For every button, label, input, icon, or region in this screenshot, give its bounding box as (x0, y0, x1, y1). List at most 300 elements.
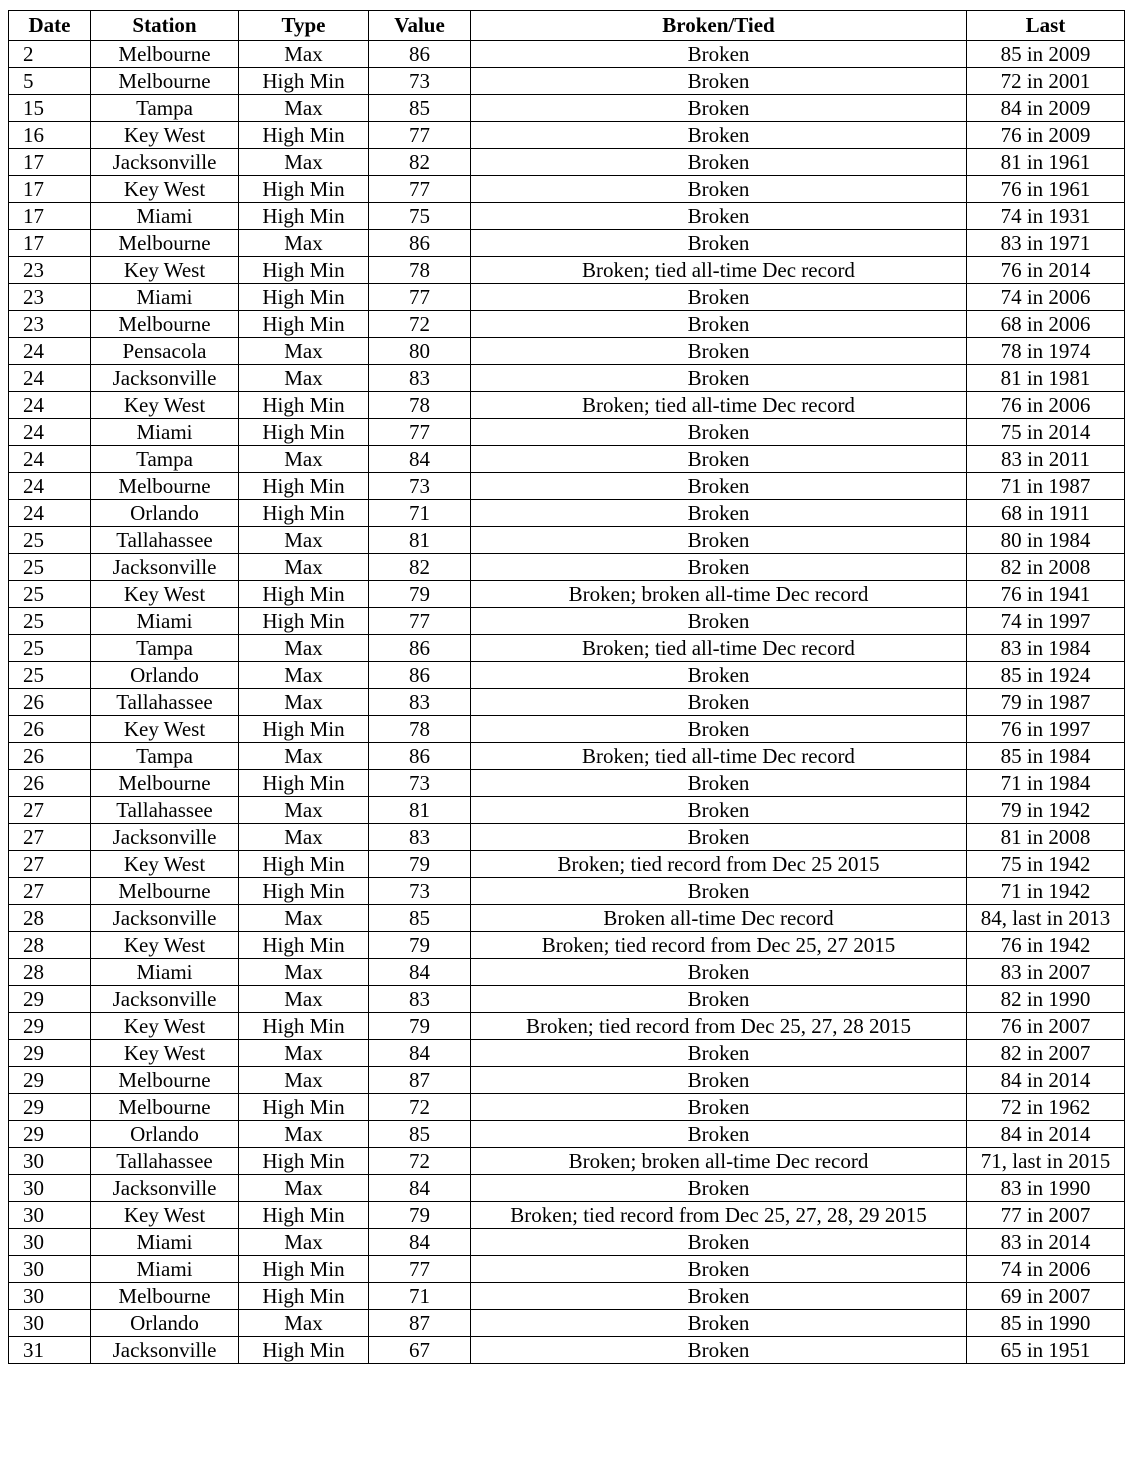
cell-type: Max (239, 635, 369, 662)
cell-value: 87 (369, 1067, 471, 1094)
cell-value: 73 (369, 770, 471, 797)
cell-last: 71 in 1984 (967, 770, 1125, 797)
table-row (9, 1283, 1125, 1310)
table-row (9, 365, 1125, 392)
cell-last: 76 in 2009 (967, 122, 1125, 149)
cell-station: Key West (91, 716, 239, 743)
cell-value: 84 (369, 1040, 471, 1067)
cell-date: 29 (9, 1094, 91, 1121)
cell-last: 77 in 2007 (967, 1202, 1125, 1229)
cell-date: 27 (9, 851, 91, 878)
cell-type: High Min (239, 608, 369, 635)
cell-broken-tied: Broken (471, 824, 967, 851)
cell-broken-tied: Broken (471, 689, 967, 716)
table-row (9, 419, 1125, 446)
cell-date: 24 (9, 446, 91, 473)
cell-type: High Min (239, 122, 369, 149)
table-row (9, 446, 1125, 473)
cell-station: Miami (91, 608, 239, 635)
cell-value: 87 (369, 1310, 471, 1337)
cell-broken-tied: Broken (471, 1283, 967, 1310)
cell-last: 82 in 2007 (967, 1040, 1125, 1067)
cell-station: Jacksonville (91, 824, 239, 851)
cell-type: Max (239, 824, 369, 851)
cell-station: Melbourne (91, 230, 239, 257)
cell-value: 77 (369, 284, 471, 311)
cell-value: 73 (369, 68, 471, 95)
cell-value: 78 (369, 716, 471, 743)
cell-value: 83 (369, 986, 471, 1013)
cell-last: 83 in 2007 (967, 959, 1125, 986)
records-table (8, 10, 1125, 1364)
cell-date: 27 (9, 878, 91, 905)
table-row (9, 878, 1125, 905)
cell-last: 76 in 2014 (967, 257, 1125, 284)
cell-station: Key West (91, 392, 239, 419)
cell-station: Key West (91, 1202, 239, 1229)
cell-value: 72 (369, 1094, 471, 1121)
cell-station: Melbourne (91, 68, 239, 95)
cell-last: 74 in 1997 (967, 608, 1125, 635)
table-row (9, 41, 1125, 68)
cell-broken-tied: Broken (471, 1229, 967, 1256)
table-row (9, 338, 1125, 365)
table-row (9, 824, 1125, 851)
cell-type: Max (239, 797, 369, 824)
cell-station: Key West (91, 932, 239, 959)
table-row (9, 716, 1125, 743)
cell-station: Key West (91, 581, 239, 608)
cell-type: Max (239, 365, 369, 392)
table-row (9, 95, 1125, 122)
cell-value: 83 (369, 365, 471, 392)
cell-date: 30 (9, 1175, 91, 1202)
cell-broken-tied: Broken (471, 68, 967, 95)
cell-type: High Min (239, 284, 369, 311)
cell-value: 79 (369, 1202, 471, 1229)
cell-type: High Min (239, 500, 369, 527)
cell-date: 15 (9, 95, 91, 122)
cell-date: 30 (9, 1229, 91, 1256)
table-row (9, 68, 1125, 95)
table-row (9, 851, 1125, 878)
cell-type: Max (239, 149, 369, 176)
cell-last: 84, last in 2013 (967, 905, 1125, 932)
cell-value: 79 (369, 851, 471, 878)
cell-broken-tied: Broken; tied all-time Dec record (471, 635, 967, 662)
cell-last: 84 in 2014 (967, 1067, 1125, 1094)
cell-date: 25 (9, 608, 91, 635)
cell-value: 72 (369, 311, 471, 338)
cell-station: Melbourne (91, 878, 239, 905)
cell-date: 28 (9, 959, 91, 986)
cell-date: 30 (9, 1310, 91, 1337)
cell-value: 73 (369, 878, 471, 905)
cell-broken-tied: Broken (471, 1121, 967, 1148)
cell-station: Tallahassee (91, 689, 239, 716)
cell-value: 85 (369, 905, 471, 932)
cell-station: Miami (91, 419, 239, 446)
cell-value: 80 (369, 338, 471, 365)
cell-type: Max (239, 689, 369, 716)
table-row (9, 284, 1125, 311)
cell-type: High Min (239, 581, 369, 608)
cell-value: 77 (369, 122, 471, 149)
cell-broken-tied: Broken (471, 662, 967, 689)
cell-broken-tied: Broken (471, 959, 967, 986)
cell-last: 81 in 1961 (967, 149, 1125, 176)
table-row (9, 1067, 1125, 1094)
cell-last: 69 in 2007 (967, 1283, 1125, 1310)
cell-date: 30 (9, 1148, 91, 1175)
cell-date: 29 (9, 1067, 91, 1094)
cell-type: High Min (239, 851, 369, 878)
cell-value: 73 (369, 473, 471, 500)
cell-date: 24 (9, 365, 91, 392)
cell-last: 74 in 1931 (967, 203, 1125, 230)
cell-date: 24 (9, 473, 91, 500)
cell-date: 23 (9, 311, 91, 338)
cell-value: 82 (369, 149, 471, 176)
cell-type: High Min (239, 1148, 369, 1175)
cell-station: Key West (91, 851, 239, 878)
cell-last: 83 in 2011 (967, 446, 1125, 473)
table-row (9, 797, 1125, 824)
cell-type: Max (239, 1229, 369, 1256)
cell-broken-tied: Broken (471, 284, 967, 311)
table-row (9, 608, 1125, 635)
cell-broken-tied: Broken (471, 1337, 967, 1364)
cell-type: High Min (239, 392, 369, 419)
table-row (9, 581, 1125, 608)
cell-date: 26 (9, 770, 91, 797)
cell-station: Tallahassee (91, 1148, 239, 1175)
header-value: Value (369, 11, 471, 41)
cell-broken-tied: Broken (471, 797, 967, 824)
cell-date: 5 (9, 68, 91, 95)
cell-station: Melbourne (91, 473, 239, 500)
cell-date: 16 (9, 122, 91, 149)
cell-last: 79 in 1942 (967, 797, 1125, 824)
cell-broken-tied: Broken all-time Dec record (471, 905, 967, 932)
cell-type: Max (239, 338, 369, 365)
cell-broken-tied: Broken (471, 311, 967, 338)
cell-broken-tied: Broken; tied record from Dec 25, 27 2015 (471, 932, 967, 959)
table-row (9, 1229, 1125, 1256)
cell-value: 84 (369, 1229, 471, 1256)
cell-broken-tied: Broken (471, 878, 967, 905)
table-row (9, 635, 1125, 662)
table-row (9, 311, 1125, 338)
cell-date: 28 (9, 905, 91, 932)
records-body (9, 41, 1125, 1364)
cell-value: 85 (369, 95, 471, 122)
cell-value: 79 (369, 932, 471, 959)
cell-broken-tied: Broken (471, 446, 967, 473)
cell-type: High Min (239, 878, 369, 905)
cell-value: 75 (369, 203, 471, 230)
cell-last: 76 in 1942 (967, 932, 1125, 959)
cell-last: 74 in 2006 (967, 1256, 1125, 1283)
cell-type: Max (239, 230, 369, 257)
cell-broken-tied: Broken; broken all-time Dec record (471, 1148, 967, 1175)
cell-station: Orlando (91, 1310, 239, 1337)
cell-value: 85 (369, 1121, 471, 1148)
cell-station: Jacksonville (91, 986, 239, 1013)
cell-value: 72 (369, 1148, 471, 1175)
cell-value: 86 (369, 41, 471, 68)
cell-date: 27 (9, 797, 91, 824)
cell-type: High Min (239, 1094, 369, 1121)
cell-type: Max (239, 986, 369, 1013)
cell-last: 75 in 2014 (967, 419, 1125, 446)
cell-station: Melbourne (91, 1283, 239, 1310)
cell-last: 76 in 2007 (967, 1013, 1125, 1040)
cell-broken-tied: Broken (471, 500, 967, 527)
cell-broken-tied: Broken (471, 1094, 967, 1121)
cell-value: 71 (369, 500, 471, 527)
cell-station: Orlando (91, 1121, 239, 1148)
cell-value: 77 (369, 176, 471, 203)
cell-broken-tied: Broken (471, 770, 967, 797)
cell-date: 25 (9, 635, 91, 662)
cell-last: 83 in 2014 (967, 1229, 1125, 1256)
cell-last: 85 in 1984 (967, 743, 1125, 770)
cell-last: 76 in 1961 (967, 176, 1125, 203)
cell-date: 25 (9, 527, 91, 554)
table-row (9, 1175, 1125, 1202)
cell-station: Miami (91, 203, 239, 230)
cell-date: 29 (9, 986, 91, 1013)
cell-broken-tied: Broken (471, 473, 967, 500)
cell-type: High Min (239, 1337, 369, 1364)
cell-broken-tied: Broken; tied all-time Dec record (471, 743, 967, 770)
table-row (9, 257, 1125, 284)
cell-value: 86 (369, 635, 471, 662)
cell-station: Key West (91, 122, 239, 149)
table-row (9, 527, 1125, 554)
cell-value: 84 (369, 1175, 471, 1202)
cell-station: Jacksonville (91, 365, 239, 392)
table-row (9, 1310, 1125, 1337)
cell-value: 67 (369, 1337, 471, 1364)
cell-type: Max (239, 554, 369, 581)
cell-station: Melbourne (91, 770, 239, 797)
cell-broken-tied: Broken (471, 203, 967, 230)
cell-broken-tied: Broken; broken all-time Dec record (471, 581, 967, 608)
table-row (9, 1148, 1125, 1175)
cell-last: 84 in 2014 (967, 1121, 1125, 1148)
cell-station: Jacksonville (91, 1337, 239, 1364)
cell-type: High Min (239, 770, 369, 797)
cell-last: 85 in 1990 (967, 1310, 1125, 1337)
cell-value: 83 (369, 824, 471, 851)
cell-last: 80 in 1984 (967, 527, 1125, 554)
table-row (9, 500, 1125, 527)
cell-station: Miami (91, 1229, 239, 1256)
cell-date: 30 (9, 1202, 91, 1229)
cell-broken-tied: Broken; tied all-time Dec record (471, 392, 967, 419)
cell-last: 72 in 1962 (967, 1094, 1125, 1121)
cell-date: 17 (9, 230, 91, 257)
cell-station: Tampa (91, 635, 239, 662)
header-station: Station (91, 11, 239, 41)
cell-date: 29 (9, 1040, 91, 1067)
cell-date: 17 (9, 149, 91, 176)
cell-last: 84 in 2009 (967, 95, 1125, 122)
cell-last: 71 in 1987 (967, 473, 1125, 500)
cell-type: High Min (239, 176, 369, 203)
cell-value: 79 (369, 1013, 471, 1040)
table-row (9, 176, 1125, 203)
table-row (9, 959, 1125, 986)
cell-type: High Min (239, 1013, 369, 1040)
table-row (9, 1040, 1125, 1067)
table-row (9, 1094, 1125, 1121)
table-row (9, 122, 1125, 149)
cell-date: 25 (9, 554, 91, 581)
cell-station: Jacksonville (91, 905, 239, 932)
cell-date: 26 (9, 689, 91, 716)
cell-last: 68 in 1911 (967, 500, 1125, 527)
cell-date: 30 (9, 1256, 91, 1283)
cell-type: Max (239, 1310, 369, 1337)
cell-last: 76 in 1941 (967, 581, 1125, 608)
header-last: Last (967, 11, 1125, 41)
cell-type: High Min (239, 1256, 369, 1283)
table-row (9, 392, 1125, 419)
cell-type: Max (239, 1067, 369, 1094)
cell-value: 86 (369, 662, 471, 689)
cell-last: 71, last in 2015 (967, 1148, 1125, 1175)
cell-type: High Min (239, 1202, 369, 1229)
cell-last: 83 in 1984 (967, 635, 1125, 662)
table-row (9, 230, 1125, 257)
cell-value: 84 (369, 446, 471, 473)
cell-last: 76 in 2006 (967, 392, 1125, 419)
cell-date: 31 (9, 1337, 91, 1364)
cell-station: Miami (91, 284, 239, 311)
cell-last: 71 in 1942 (967, 878, 1125, 905)
cell-value: 84 (369, 959, 471, 986)
cell-date: 23 (9, 257, 91, 284)
cell-last: 68 in 2006 (967, 311, 1125, 338)
cell-broken-tied: Broken (471, 149, 967, 176)
cell-value: 81 (369, 797, 471, 824)
cell-date: 17 (9, 176, 91, 203)
cell-last: 75 in 1942 (967, 851, 1125, 878)
table-row (9, 932, 1125, 959)
cell-broken-tied: Broken (471, 1256, 967, 1283)
cell-type: Max (239, 95, 369, 122)
cell-broken-tied: Broken (471, 554, 967, 581)
cell-broken-tied: Broken (471, 338, 967, 365)
cell-last: 81 in 1981 (967, 365, 1125, 392)
cell-station: Melbourne (91, 41, 239, 68)
cell-broken-tied: Broken; tied record from Dec 25, 27, 28, 29 2015 (471, 1202, 967, 1229)
cell-value: 77 (369, 419, 471, 446)
cell-type: Max (239, 446, 369, 473)
cell-last: 65 in 1951 (967, 1337, 1125, 1364)
cell-date: 27 (9, 824, 91, 851)
cell-station: Melbourne (91, 1094, 239, 1121)
cell-type: Max (239, 905, 369, 932)
cell-type: Max (239, 959, 369, 986)
cell-value: 71 (369, 1283, 471, 1310)
cell-date: 26 (9, 743, 91, 770)
cell-broken-tied: Broken (471, 986, 967, 1013)
table-row (9, 1256, 1125, 1283)
cell-date: 24 (9, 338, 91, 365)
cell-date: 23 (9, 284, 91, 311)
cell-value: 78 (369, 392, 471, 419)
cell-type: High Min (239, 203, 369, 230)
table-row (9, 554, 1125, 581)
cell-date: 24 (9, 500, 91, 527)
cell-type: High Min (239, 311, 369, 338)
cell-station: Key West (91, 257, 239, 284)
table-row (9, 689, 1125, 716)
cell-date: 25 (9, 581, 91, 608)
table-row (9, 662, 1125, 689)
cell-broken-tied: Broken (471, 41, 967, 68)
cell-station: Melbourne (91, 1067, 239, 1094)
cell-station: Miami (91, 1256, 239, 1283)
cell-broken-tied: Broken; tied record from Dec 25 2015 (471, 851, 967, 878)
cell-type: High Min (239, 419, 369, 446)
cell-station: Jacksonville (91, 149, 239, 176)
header-row (9, 11, 1125, 41)
table-row (9, 905, 1125, 932)
cell-value: 86 (369, 743, 471, 770)
cell-station: Tampa (91, 446, 239, 473)
cell-type: High Min (239, 68, 369, 95)
cell-broken-tied: Broken (471, 1067, 967, 1094)
cell-station: Melbourne (91, 311, 239, 338)
cell-value: 78 (369, 257, 471, 284)
cell-date: 2 (9, 41, 91, 68)
cell-broken-tied: Broken (471, 1040, 967, 1067)
cell-value: 83 (369, 689, 471, 716)
cell-last: 82 in 2008 (967, 554, 1125, 581)
cell-station: Orlando (91, 662, 239, 689)
cell-date: 30 (9, 1283, 91, 1310)
cell-date: 29 (9, 1013, 91, 1040)
cell-station: Jacksonville (91, 1175, 239, 1202)
cell-station: Miami (91, 959, 239, 986)
cell-value: 81 (369, 527, 471, 554)
cell-station: Tampa (91, 743, 239, 770)
cell-station: Jacksonville (91, 554, 239, 581)
cell-type: Max (239, 41, 369, 68)
cell-date: 28 (9, 932, 91, 959)
cell-broken-tied: Broken (471, 527, 967, 554)
cell-broken-tied: Broken (471, 419, 967, 446)
table-row (9, 1013, 1125, 1040)
cell-station: Tampa (91, 95, 239, 122)
cell-value: 86 (369, 230, 471, 257)
cell-date: 24 (9, 419, 91, 446)
cell-broken-tied: Broken (471, 122, 967, 149)
cell-station: Pensacola (91, 338, 239, 365)
cell-type: High Min (239, 716, 369, 743)
cell-broken-tied: Broken; tied record from Dec 25, 27, 28 2015 (471, 1013, 967, 1040)
cell-value: 79 (369, 581, 471, 608)
cell-broken-tied: Broken (471, 716, 967, 743)
cell-last: 76 in 1997 (967, 716, 1125, 743)
cell-value: 77 (369, 608, 471, 635)
table-row (9, 743, 1125, 770)
